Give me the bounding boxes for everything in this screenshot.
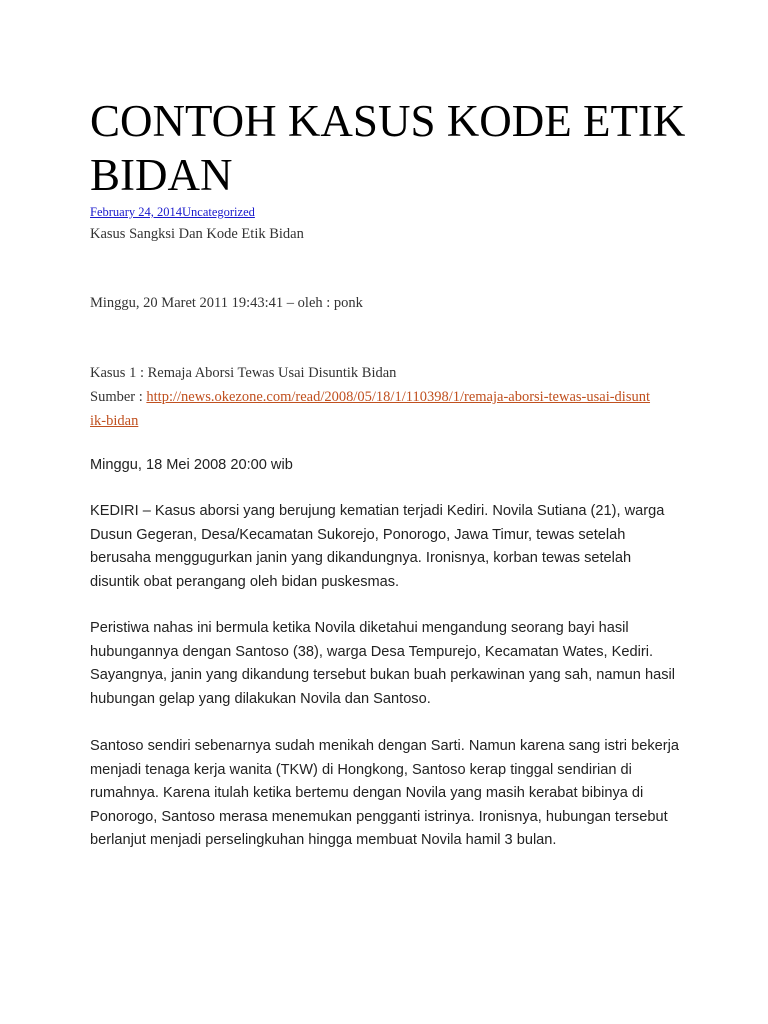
article-title: CONTOH KASUS KODE ETIK BIDAN xyxy=(90,96,686,200)
article-paragraph-1: KEDIRI – Kasus aborsi yang berujung kematian terjadi Kediri. Novila Sutiana (21), warga Dusun Gegeran, Desa/Kecamatan Sukorejo, Ponorogo, Jawa Timur, tewas setelah berusaha menggugurkan janin yang dikandungnya. Ironisnya, korban tewas setelah disuntik obat perangang oleh bidan puskesmas. xyxy=(90,503,665,590)
news-date: Minggu, 18 Mei 2008 20:00 wib xyxy=(90,457,293,473)
article-paragraph-3: Santoso sendiri sebenarnya sudah menikah dengan Sarti. Namun karena sang istri bekerja menjadi tenaga kerja wanita (TKW) di Hongkong, Santoso kerap tinggal sendirian di rumahnya. Karena itulah ketika bertemu dengan Novila yang masih kerabat bibinya di Ponorogo, Santoso merasa menemukan pengganti istrinya. Ironisnya, hubungan tersebut berlanjut menjadi perselingkuhan hingga membuat Novila hamil 3 bulan. xyxy=(90,738,679,848)
source-link[interactable]: http://news.okezone.com/read/2008/05/18/1/110398/1/remaja-aborsi-tewas-usai-disuntik-bidan xyxy=(90,389,651,429)
article-subtitle: Kasus Sangksi Dan Kode Etik Bidan xyxy=(90,226,304,242)
post-meta xyxy=(90,204,255,220)
source-line xyxy=(90,385,650,433)
article-byline: Minggu, 20 Maret 2011 19:43:41 – oleh : ponk xyxy=(90,295,363,311)
source-label: Sumber : xyxy=(90,389,147,405)
post-date-link[interactable]: February 24, 2014 xyxy=(90,205,182,219)
post-category-link[interactable]: Uncategorized xyxy=(182,205,255,219)
article-paragraph-2: Peristiwa nahas ini bermula ketika Novila diketahui mengandung seorang bayi hasil hubungannya dengan Santoso (38), warga Desa Tempurejo, Kecamatan Wates, Kediri. Sayangnya, janin yang dikandung tersebut bukan buah perkawinan yang sah, namun hasil hubungan gelap yang dilakukan Novila dan Santoso. xyxy=(90,620,675,707)
case-heading: Kasus 1 : Remaja Aborsi Tewas Usai Disuntik Bidan xyxy=(90,365,397,381)
